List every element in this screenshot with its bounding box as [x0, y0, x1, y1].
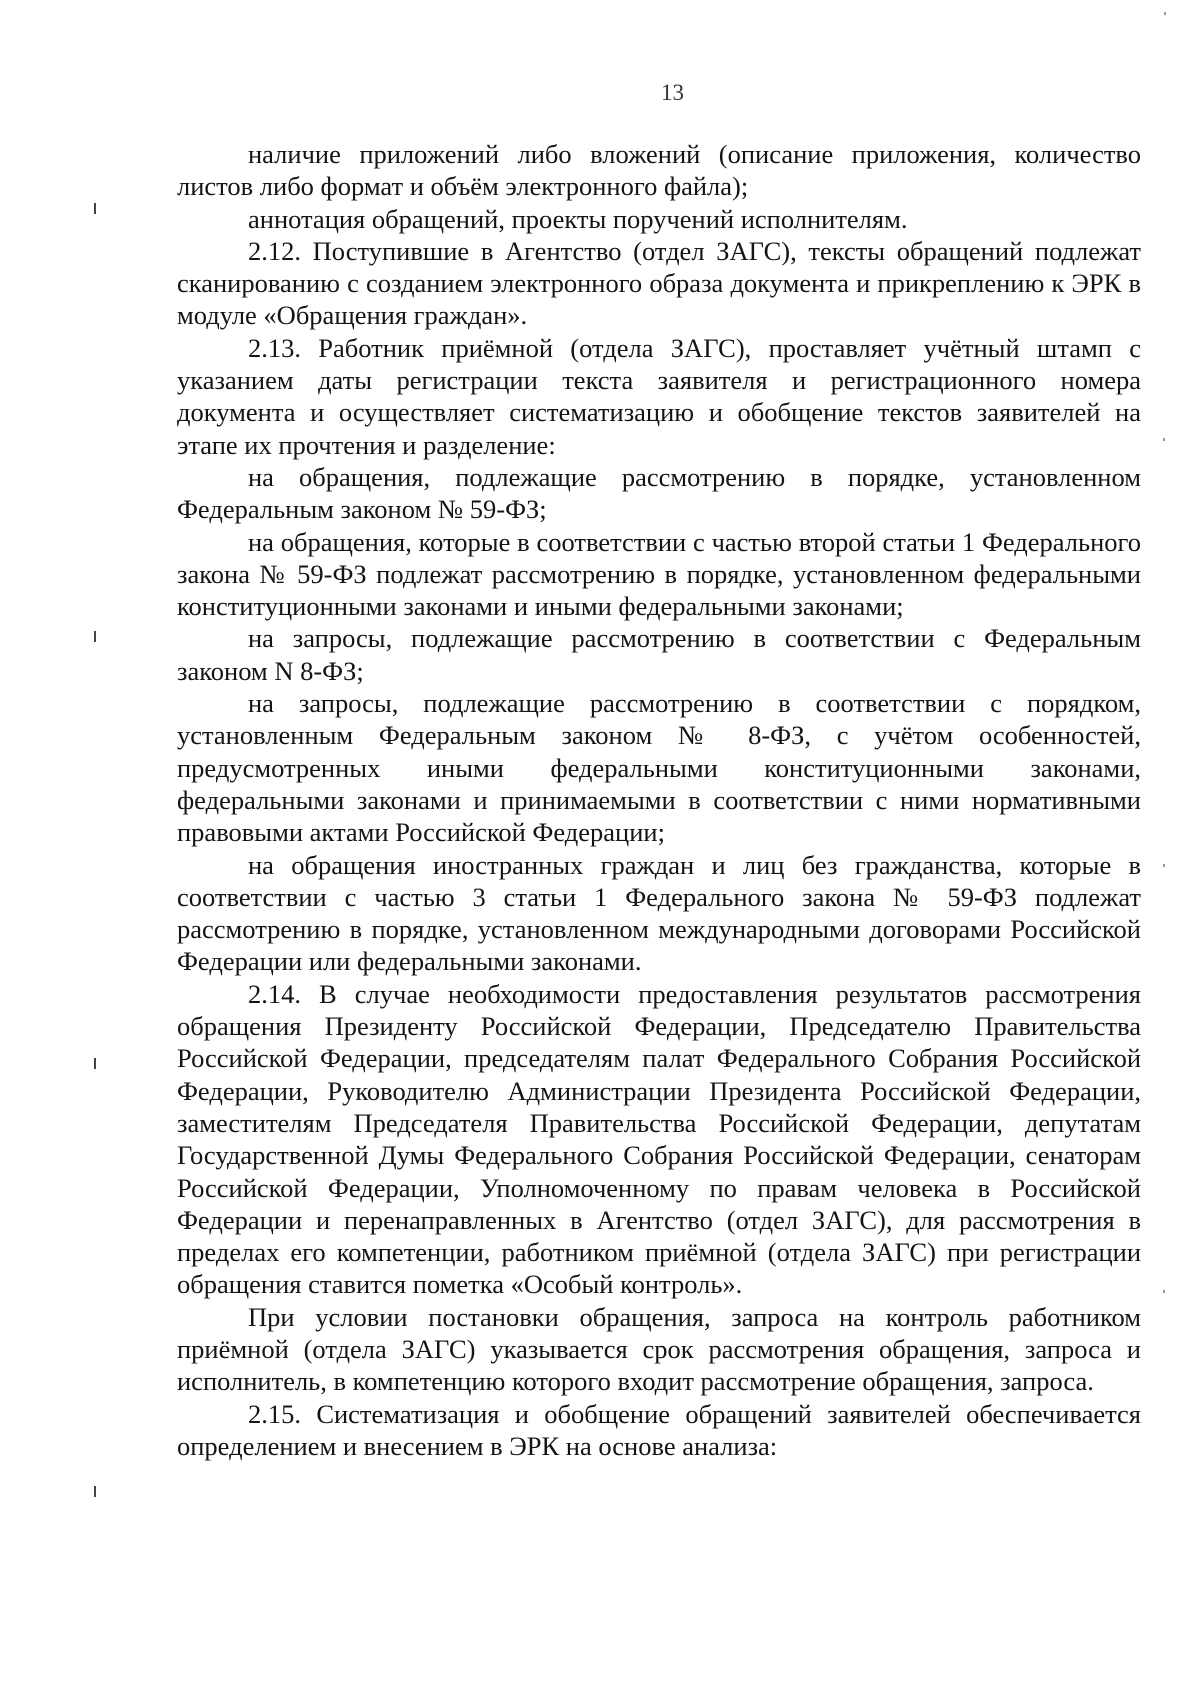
paragraph-list-item-article-1: на обращения, которые в соответствии с частью второй статьи 1 Федерального закона № 59-ФЗ подлежат рассмотрению в порядке, установленном федеральными конституционными законами и иными федеральными законами;: [177, 526, 1141, 622]
scan-speck: [1163, 1290, 1165, 1293]
document-body: [177, 138, 1141, 1462]
margin-binding-mark: [94, 1486, 96, 1497]
paragraph-list-item-8fz-procedure: на запросы, подлежащие рассмотрению в соответствии с порядком, установленным Федеральным законом № 8-ФЗ, с учётом особенностей, предусмотренных иными федеральными конституционными законами, федеральными законами и принимаемыми в соответствии с ними нормативными правовыми актами Российской Федерации;: [177, 688, 1141, 848]
paragraph-2-13: 2.13. Работник приёмной (отдела ЗАГС), проставляет учётный штамп с указанием даты регистрации текста заявителя и регистрационного номера документа и осуществляет систематизацию и обобщение текстов заявителей на этапе их прочтения и разделение:: [177, 332, 1141, 460]
scan-speck: [1164, 12, 1166, 15]
margin-binding-mark: [94, 1058, 96, 1069]
paragraph-list-item-8fz: на запросы, подлежащие рассмотрению в соответствии с Федеральным законом N 8-ФЗ;: [177, 623, 1141, 686]
page-number: 13: [661, 80, 684, 105]
paragraph-list-item-59fz: на обращения, подлежащие рассмотрению в порядке, установленном Федеральным законом № 59-ФЗ;: [177, 461, 1141, 525]
margin-binding-mark: [94, 631, 96, 642]
paragraph-attachments: наличие приложений либо вложений (описание приложения, количество листов либо формат и объём электронного файла);: [177, 139, 1141, 202]
paragraph-annotation: аннотация обращений, проекты поручений исполнителям.: [248, 203, 908, 234]
paragraph-2-15: 2.15. Систематизация и обобщение обращений заявителей обеспечивается определением и внесением в ЭРК на основе анализа:: [177, 1398, 1141, 1461]
scan-speck: [1163, 438, 1165, 441]
paragraph-list-item-foreign-citizens: на обращения иностранных граждан и лиц без гражданства, которые в соответствии с частью 3 статьи 1 Федерального закона № 59-ФЗ подлежат рассмотрению в порядке, установленном международными договорами Российской Федерации или федеральными законами.: [177, 849, 1141, 977]
paragraph-2-14: 2.14. В случае необходимости предоставления результатов рассмотрения обращения Президенту Российской Федерации, Председателю Правительства Российской Федерации, председателям палат Федерального Собрания Российской Федерации, Руководителю Администрации Президента Российской Федерации, заместителям Председателя Правительства Российской Федерации, депутатам Государственной Думы Федерального Собрания Российской Федерации, сенаторам Российской Федерации, Уполномоченному по правам человека в Российской Федерации и перенаправленных в Агентство (отдел ЗАГС), для рассмотрения в пределах его компетенции, работником приёмной (отдела ЗАГС) при регистрации обращения ставится пометка «Особый контроль».: [177, 978, 1141, 1300]
paragraph-2-12: 2.12. Поступившие в Агентство (отдел ЗАГС), тексты обращений подлежат сканированию с созданием электронного образа документа и прикреплению к ЭРК в модуле «Обращения граждан».: [177, 235, 1141, 331]
paragraph-control-conditions: При условии постановки обращения, запроса на контроль работником приёмной (отдела ЗАГС) указывается срок рассмотрения обращения, запроса и исполнитель, в компетенцию которого входит рассмотрение обращения, запроса.: [177, 1301, 1141, 1397]
margin-binding-mark: [94, 203, 96, 214]
scan-speck: [1163, 864, 1165, 867]
